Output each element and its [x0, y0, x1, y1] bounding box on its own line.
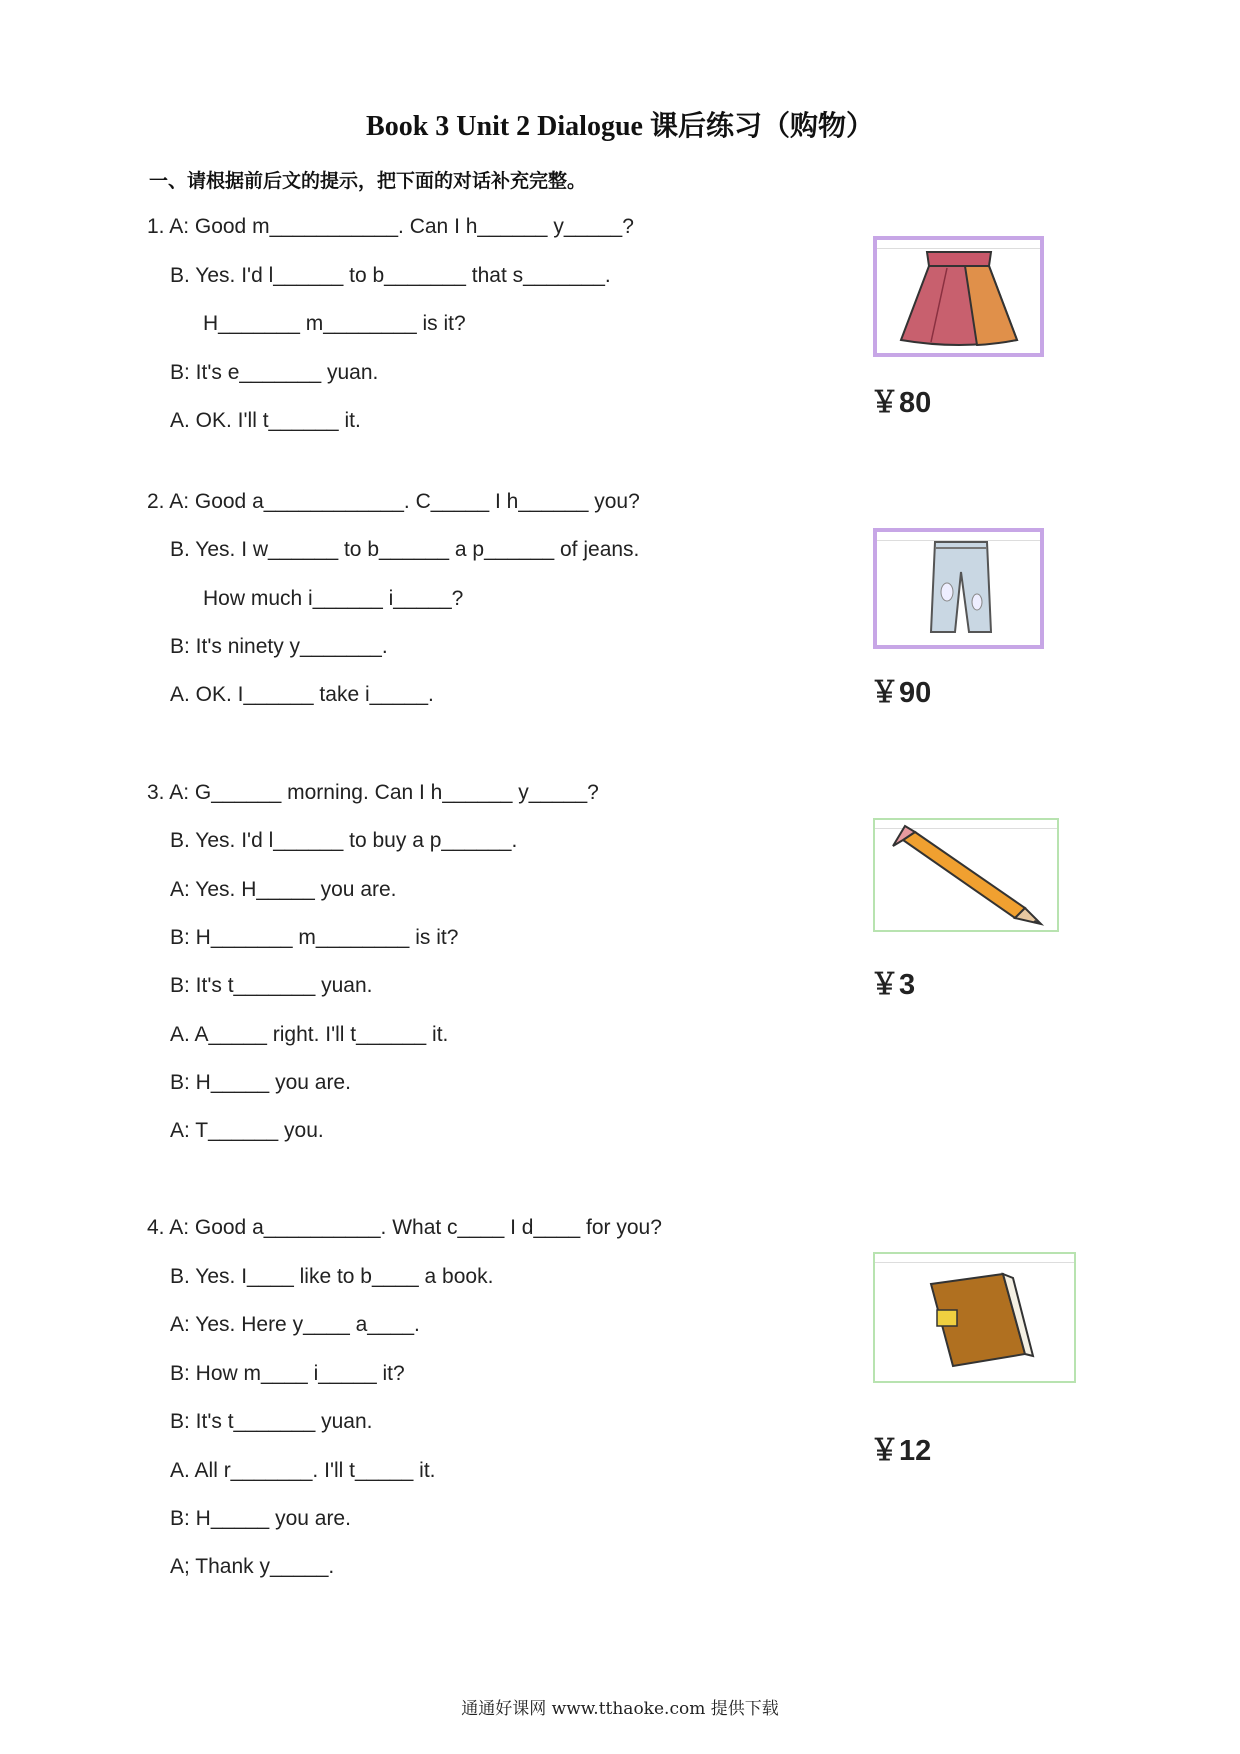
- dialogue-line: A. OK. I______ take i_____.: [170, 683, 434, 706]
- dialogue-line: B: It's e_______ yuan.: [170, 361, 379, 384]
- skirt-picture: [873, 236, 1044, 357]
- pencil-picture: [873, 818, 1059, 932]
- price-label: ￥12: [870, 1435, 932, 1467]
- dialogue-line: B: H_____ you are.: [170, 1507, 351, 1530]
- dialogue-line: B: H_____ you are.: [170, 1071, 351, 1094]
- page-title: Book 3 Unit 2 Dialogue 课后练习（购物）: [366, 111, 874, 142]
- dialogue-line: How much i______ i_____?: [203, 587, 464, 610]
- dialogue-line: B. Yes. I'd l______ to b_______ that s_______.: [170, 264, 611, 287]
- price-label: ￥90: [870, 677, 932, 709]
- jeans-picture: [873, 528, 1044, 649]
- dialogue-line: 1. A: Good m___________. Can I h______ y_____?: [147, 215, 634, 238]
- dialogue-line: B: It's ninety y_______.: [170, 635, 388, 658]
- dialogue-line: 4. A: Good a__________. What c____ I d____ for you?: [147, 1216, 662, 1239]
- dialogue-line: B. Yes. I'd l______ to buy a p______.: [170, 829, 518, 852]
- dialogue-line: H_______ m________ is it?: [203, 312, 466, 335]
- price-label: ￥80: [870, 387, 932, 419]
- dialogue-line: A. A_____ right. I'll t______ it.: [170, 1023, 449, 1046]
- dialogue-line: B. Yes. I w______ to b______ a p______ of jeans.: [170, 538, 640, 561]
- dialogue-line: A. OK. I'll t______ it.: [170, 409, 361, 432]
- dialogue-line: B: H_______ m________ is it?: [170, 926, 459, 949]
- dialogue-line: B: How m____ i_____ it?: [170, 1362, 405, 1385]
- dialogue-line: B: It's t_______ yuan.: [170, 974, 373, 997]
- dialogue-line: A; Thank y_____.: [170, 1555, 335, 1578]
- price-label: ￥3: [870, 969, 916, 1001]
- footer-text: 通通好课网 www.tthaoke.com 提供下载: [461, 1699, 779, 1719]
- dialogue-line: A: Yes. H_____ you are.: [170, 878, 397, 901]
- dialogue-line: A: T______ you.: [170, 1119, 324, 1142]
- section-instruction: 一、请根据前后文的提示，把下面的对话补充完整。: [149, 170, 587, 192]
- dialogue-line: B. Yes. I____ like to b____ a book.: [170, 1265, 494, 1288]
- dialogue-line: 2. A: Good a____________. C_____ I h______ you?: [147, 490, 640, 513]
- dialogue-line: B: It's t_______ yuan.: [170, 1410, 373, 1433]
- dialogue-line: A. All r_______. I'll t_____ it.: [170, 1459, 436, 1482]
- book-picture: [873, 1252, 1076, 1383]
- dialogue-line: A: Yes. Here y____ a____.: [170, 1313, 420, 1336]
- dialogue-line: 3. A: G______ morning. Can I h______ y_____?: [147, 781, 599, 804]
